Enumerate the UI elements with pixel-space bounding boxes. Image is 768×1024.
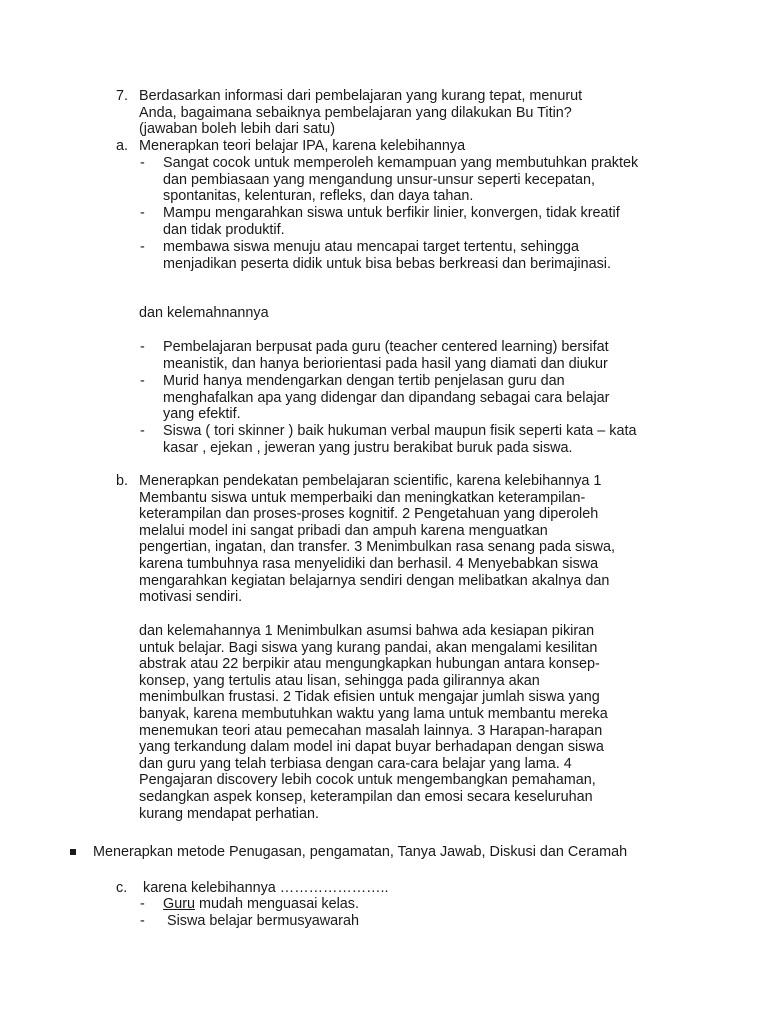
strength-line: Sangat cocok untuk memperoleh kemampuan yang membutuhkan praktek <box>163 155 639 171</box>
list-dash: - <box>140 423 145 439</box>
list-dash: - <box>140 913 145 929</box>
strength-line: spontanitas, kelenturan, refleks, dan daya tahan. <box>163 188 474 205</box>
option-c-title: karena kelebihannya ………………….. <box>143 880 389 896</box>
weakness-line: yang efektif. <box>163 406 241 423</box>
weakness-item <box>163 423 637 456</box>
strength-line: membawa siswa menuju atau mencapai target tertentu, sehingga <box>163 239 579 255</box>
paragraph-line: melalui model ini sangat pribadi dan ampuh karena menguatkan <box>139 522 548 539</box>
paragraph-line: untuk belajar. Bagi siswa yang kurang pandai, akan mengalami kesilitan <box>139 639 598 656</box>
option-b-strengths <box>139 473 615 606</box>
option-c-marker: c. <box>116 880 128 896</box>
paragraph-line: abstrak atau 22 berpikir atau mengungkapkan hubungan antara konsep- <box>139 656 600 673</box>
weakness-line: Pembelajaran berpusat pada guru (teacher centered learning) bersifat <box>163 339 609 355</box>
option-a-marker: a. <box>116 138 129 154</box>
strength-line: menjadikan peserta didik untuk bisa bebas berkreasi dan berimajinasi. <box>163 255 611 272</box>
paragraph-line: menimbulkan frustasi. 2 Tidak efisien untuk mengajar jumlah siswa yang <box>139 689 600 706</box>
underlined-word: Guru <box>163 896 195 912</box>
paragraph-line: banyak, karena membutuhkan waktu yang lama untuk membantu mereka <box>139 705 608 722</box>
question-line: Anda, bagaimana sebaiknya pembelajaran yang dilakukan Bu Titin? <box>139 104 572 121</box>
weakness-line: meanistik, dan hanya beriorientasi pada hasil yang diamati dan diukur <box>163 355 608 372</box>
weakness-item <box>163 339 609 372</box>
weakness-line: Siswa ( tori skinner ) baik hukuman verbal maupun fisik seperti kata – kata <box>163 423 637 439</box>
list-dash: - <box>140 896 145 912</box>
list-dash: - <box>140 239 145 255</box>
paragraph-line: mengarahkan kegiatan belajarnya sendiri dengan melibatkan akalnya dan <box>139 572 610 589</box>
question-text <box>139 88 582 138</box>
option-c-item: Siswa belajar bermusyawarah <box>163 913 359 929</box>
paragraph-line: Membantu siswa untuk memperbaiki dan meningkatkan keterampilan- <box>139 489 586 506</box>
strength-item <box>163 205 620 238</box>
paragraph-line: keterampilan dan proses-proses kognitif. 2 Pengetahuan yang diperoleh <box>139 506 599 523</box>
paragraph-line: kurang mendapat perhatian. <box>139 805 320 822</box>
strength-item <box>163 239 611 272</box>
paragraph-line: dan guru yang telah terbiasa dengan cara-cara belajar yang lama. 4 <box>139 755 572 772</box>
strength-item <box>163 155 638 205</box>
strength-line: dan tidak produktif. <box>163 221 285 238</box>
list-dash: - <box>140 373 145 389</box>
paragraph-line: menemukan teori atau pemecahan masalah lainnya. 3 Harapan-harapan <box>139 722 603 739</box>
question-line: Berdasarkan informasi dari pembelajaran yang kurang tepat, menurut <box>139 88 583 104</box>
weakness-line: kasar , ejekan , jeweran yang justru berakibat buruk pada siswa. <box>163 439 573 456</box>
option-b-weaknesses <box>139 623 608 822</box>
paragraph-line: yang terkandung dalam model ini dapat buyar berhadapan dengan siswa <box>139 739 604 756</box>
weakness-heading: dan kelemahnannya <box>139 305 269 321</box>
weakness-line: menghafalkan apa yang didengar dan dipandang sebagai cara belajar <box>163 389 610 406</box>
bullet-text: Menerapkan metode Penugasan, pengamatan, Tanya Jawab, Diskusi dan Ceramah <box>93 844 628 860</box>
paragraph-line: dan kelemahannya 1 Menimbulkan asumsi bahwa ada kesiapan pikiran <box>139 623 595 639</box>
paragraph-line: motivasi sendiri. <box>139 589 243 606</box>
list-dash: - <box>140 205 145 221</box>
strength-line: dan pembiasaan yang mengandung unsur-unsur seperti kecepatan, <box>163 171 596 188</box>
paragraph-line: karena tumbuhnya rasa menyelidiki dan berhasil. 4 Menyebabkan siswa <box>139 555 599 572</box>
list-dash: - <box>140 155 145 171</box>
paragraph-line: konsep, yang tertulis atau lisan, sehingga pada gilirannya akan <box>139 672 540 689</box>
strength-line: Mampu mengarahkan siswa untuk berfikir linier, konvergen, tidak kreatif <box>163 205 620 221</box>
option-a-title: Menerapkan teori belajar IPA, karena kelebihannya <box>139 138 466 154</box>
weakness-line: Murid hanya mendengarkan dengan tertib penjelasan guru dan <box>163 373 565 389</box>
paragraph-line: Menerapkan pendekatan pembelajaran scientific, karena kelebihannya 1 <box>139 473 602 489</box>
question-line: (jawaban boleh lebih dari satu) <box>139 121 335 138</box>
question-number: 7. <box>116 88 129 104</box>
item-text: mudah menguasai kelas. <box>195 896 359 912</box>
list-dash: - <box>140 339 145 355</box>
paragraph-line: pengertian, ingatan, dan transfer. 3 Menimbulkan rasa senang pada siswa, <box>139 539 615 556</box>
paragraph-line: Pengajaran discovery lebih cocok untuk mengembangkan pemahaman, <box>139 772 596 789</box>
weakness-item <box>163 373 609 423</box>
option-c-item <box>163 896 359 913</box>
paragraph-line: sedangkan aspek konsep, keterampilan dan emosi secara keseluruhan <box>139 788 593 805</box>
option-b-marker: b. <box>116 473 129 489</box>
square-bullet-icon <box>70 849 76 855</box>
